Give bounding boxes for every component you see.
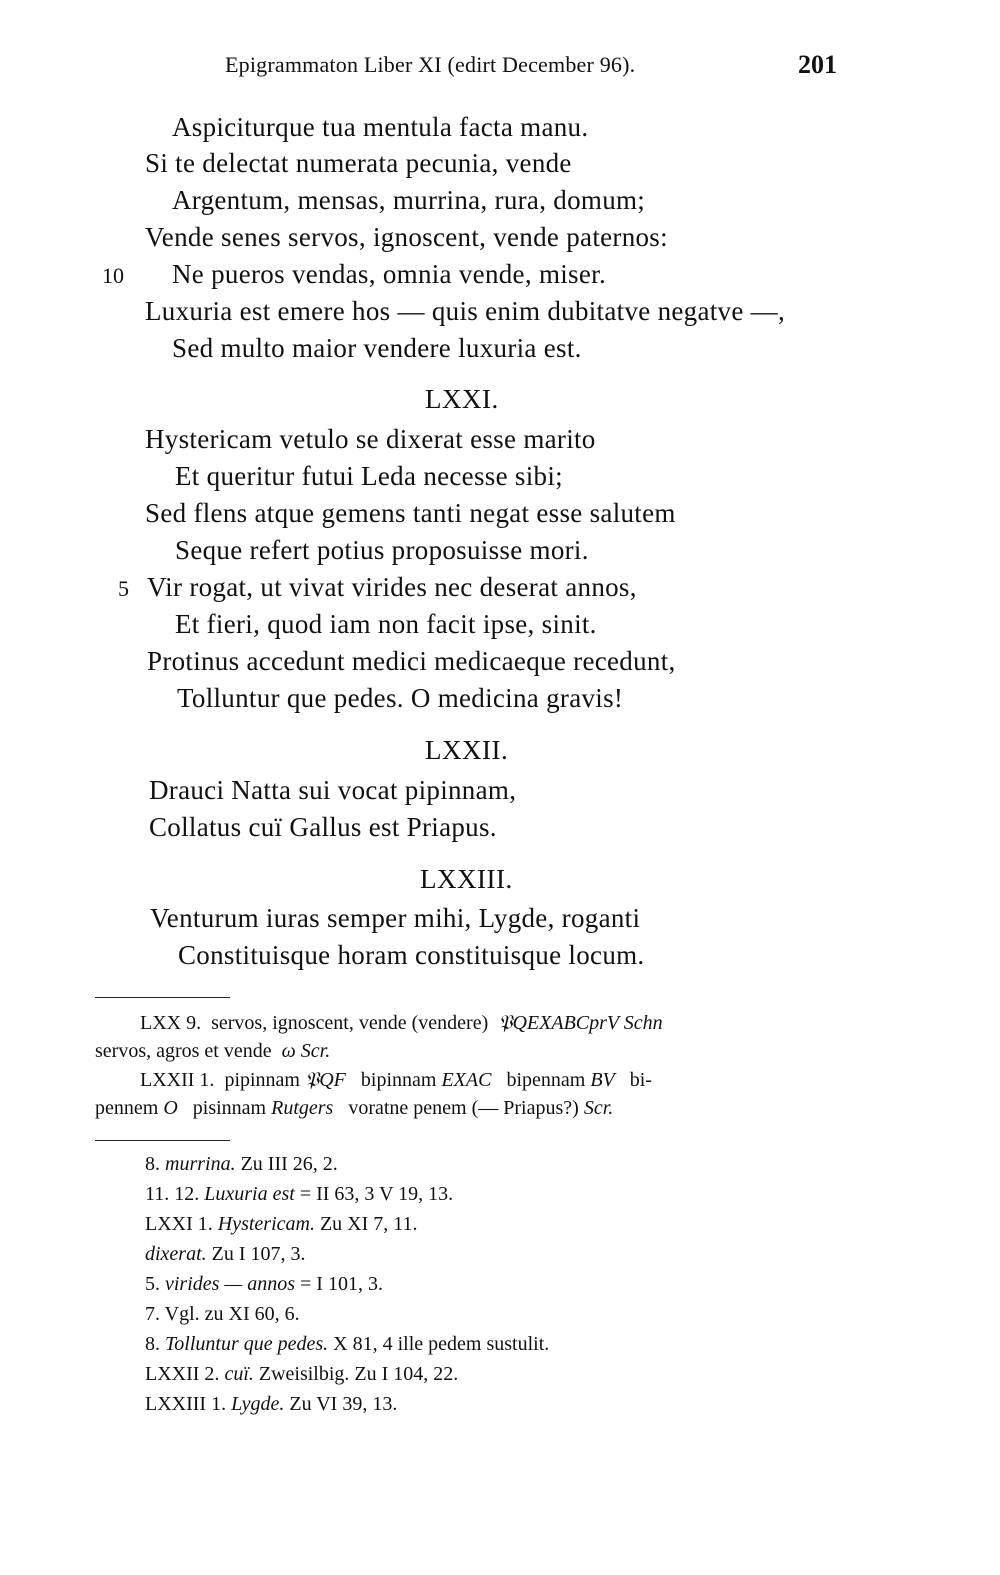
note-sigla: BV: [590, 1069, 615, 1091]
poem-heading: LXXII.: [425, 735, 509, 765]
commentary-ref: 8.: [145, 1153, 165, 1175]
note-sigla: O: [163, 1097, 178, 1119]
verse-line: Argentum, mensas, murrina, rura, domum;: [172, 185, 646, 215]
apparatus-note: [140, 1069, 652, 1092]
commentary-lemma: Hystericam.: [217, 1213, 320, 1235]
commentary-ref: LXXI 1.: [145, 1213, 218, 1235]
note-text: pipinnam: [224, 1069, 300, 1091]
commentary-line: [145, 1153, 338, 1176]
apparatus-note-continued: [95, 1097, 613, 1120]
apparatus-note: [140, 1012, 663, 1035]
note-ref: LXXII 1.: [140, 1069, 215, 1091]
verse-line: Ne pueros vendas, omnia vende, miser.: [172, 259, 606, 289]
verse-line: Aspiciturque tua mentula facta manu.: [172, 112, 589, 142]
commentary-ref: 11. 12.: [145, 1183, 205, 1205]
commentary-text: Zu III 26, 2.: [240, 1153, 338, 1175]
line-number: 10: [102, 263, 124, 288]
verse-line: Et fieri, quod iam non facit ipse, sinit.: [175, 609, 597, 639]
note-ref: LXX 9.: [140, 1012, 202, 1034]
note-text: bipinnam: [360, 1069, 437, 1091]
verse-line: Vende senes servos, ignoscent, vende paternos:: [145, 222, 668, 252]
note-sigla: 𝔓QEXABCprV Schn: [498, 1012, 663, 1034]
commentary-text: Zu I 107, 3.: [211, 1243, 306, 1265]
verse-line: Luxuria est emere hos — quis enim dubitatve negatve —,: [145, 296, 786, 326]
note-sigla: Scr.: [583, 1097, 614, 1119]
note-sigla: Rutgers: [271, 1097, 334, 1119]
commentary-ref: LXXIII 1.: [145, 1393, 232, 1415]
commentary-ref: 5.: [145, 1273, 165, 1295]
poem-heading: LXXI.: [425, 384, 499, 414]
commentary-line: [145, 1273, 383, 1296]
note-text: servos, agros et vende: [95, 1040, 272, 1062]
commentary-lemma: Tolluntur que pedes.: [165, 1333, 334, 1355]
commentary-text: X 81, 4 ille pedem sustulit.: [333, 1333, 550, 1355]
commentary-line: [145, 1363, 458, 1386]
verse-line: Si te delectat numerata pecunia, vende: [145, 148, 572, 178]
note-text: bipennam: [506, 1069, 586, 1091]
verse-line: Et queritur futui Leda necesse sibi;: [175, 461, 563, 491]
note-sigla: EXAC: [441, 1069, 492, 1091]
commentary-lemma: murrina.: [165, 1153, 241, 1175]
commentary-text: Vgl. zu XI 60, 6.: [164, 1303, 300, 1325]
commentary-text: = I 101, 3.: [300, 1273, 383, 1295]
commentary-lemma: dixerat.: [145, 1243, 212, 1265]
verse-line: Vir rogat, ut vivat virides nec deserat annos,: [147, 572, 637, 602]
note-sigla: 𝔓QF: [304, 1069, 346, 1091]
commentary-ref: 8.: [145, 1333, 165, 1355]
note-sigla: ω Scr.: [281, 1040, 331, 1062]
line-number: 5: [118, 576, 129, 601]
apparatus-note-continued: [95, 1040, 330, 1063]
commentary-line: [145, 1213, 418, 1236]
note-text: voratne penem (— Priapus?): [348, 1097, 579, 1119]
note-text: bi-: [629, 1069, 652, 1091]
commentary-ref: 7.: [145, 1303, 165, 1325]
verse-line: Venturum iuras semper mihi, Lygde, roganti: [150, 903, 641, 933]
commentary-lemma: virides — annos: [165, 1273, 300, 1295]
page-number: 201: [798, 50, 837, 79]
commentary-rule: [95, 1140, 230, 1141]
commentary-text: = II 63, 3 V 19, 13.: [299, 1183, 454, 1205]
commentary-lemma: cuï.: [224, 1363, 259, 1385]
note-text: pennem: [95, 1097, 159, 1119]
commentary-ref: LXXII 2.: [145, 1363, 225, 1385]
footnote-rule: [95, 997, 230, 998]
verse-line: Tolluntur que pedes. O medicina gravis!: [177, 683, 624, 713]
note-text: servos, ignoscent, vende (vendere): [211, 1012, 489, 1034]
verse-line: Drauci Natta sui vocat pipinnam,: [149, 775, 517, 805]
verse-line: Collatus cuï Gallus est Priapus.: [149, 812, 497, 842]
verse-line: Sed multo maior vendere luxuria est.: [172, 333, 582, 363]
commentary-line: [145, 1333, 549, 1356]
commentary-line: [145, 1303, 300, 1326]
poem-heading: LXXIII.: [420, 864, 513, 894]
verse-line: Constituisque horam constituisque locum.: [178, 940, 645, 970]
commentary-line: [145, 1183, 453, 1206]
commentary-line: [145, 1243, 306, 1266]
verse-line: Protinus accedunt medici medicaeque recedunt,: [147, 646, 676, 676]
commentary-text: Zweisilbig. Zu I 104, 22.: [258, 1363, 459, 1385]
commentary-text: Zu XI 7, 11.: [319, 1213, 418, 1235]
commentary-line: [145, 1393, 397, 1416]
commentary-text: Zu VI 39, 13.: [289, 1393, 398, 1415]
commentary-lemma: Lygde.: [231, 1393, 290, 1415]
note-text: pisinnam: [192, 1097, 267, 1119]
verse-line: Hystericam vetulo se dixerat esse marito: [145, 424, 596, 454]
verse-line: Sed flens atque gemens tanti negat esse salutem: [145, 498, 676, 528]
running-title: Epigrammaton Liber XI (edirt December 96).: [225, 52, 636, 77]
verse-line: Seque refert potius proposuisse mori.: [175, 535, 589, 565]
commentary-lemma: Luxuria est: [204, 1183, 300, 1205]
